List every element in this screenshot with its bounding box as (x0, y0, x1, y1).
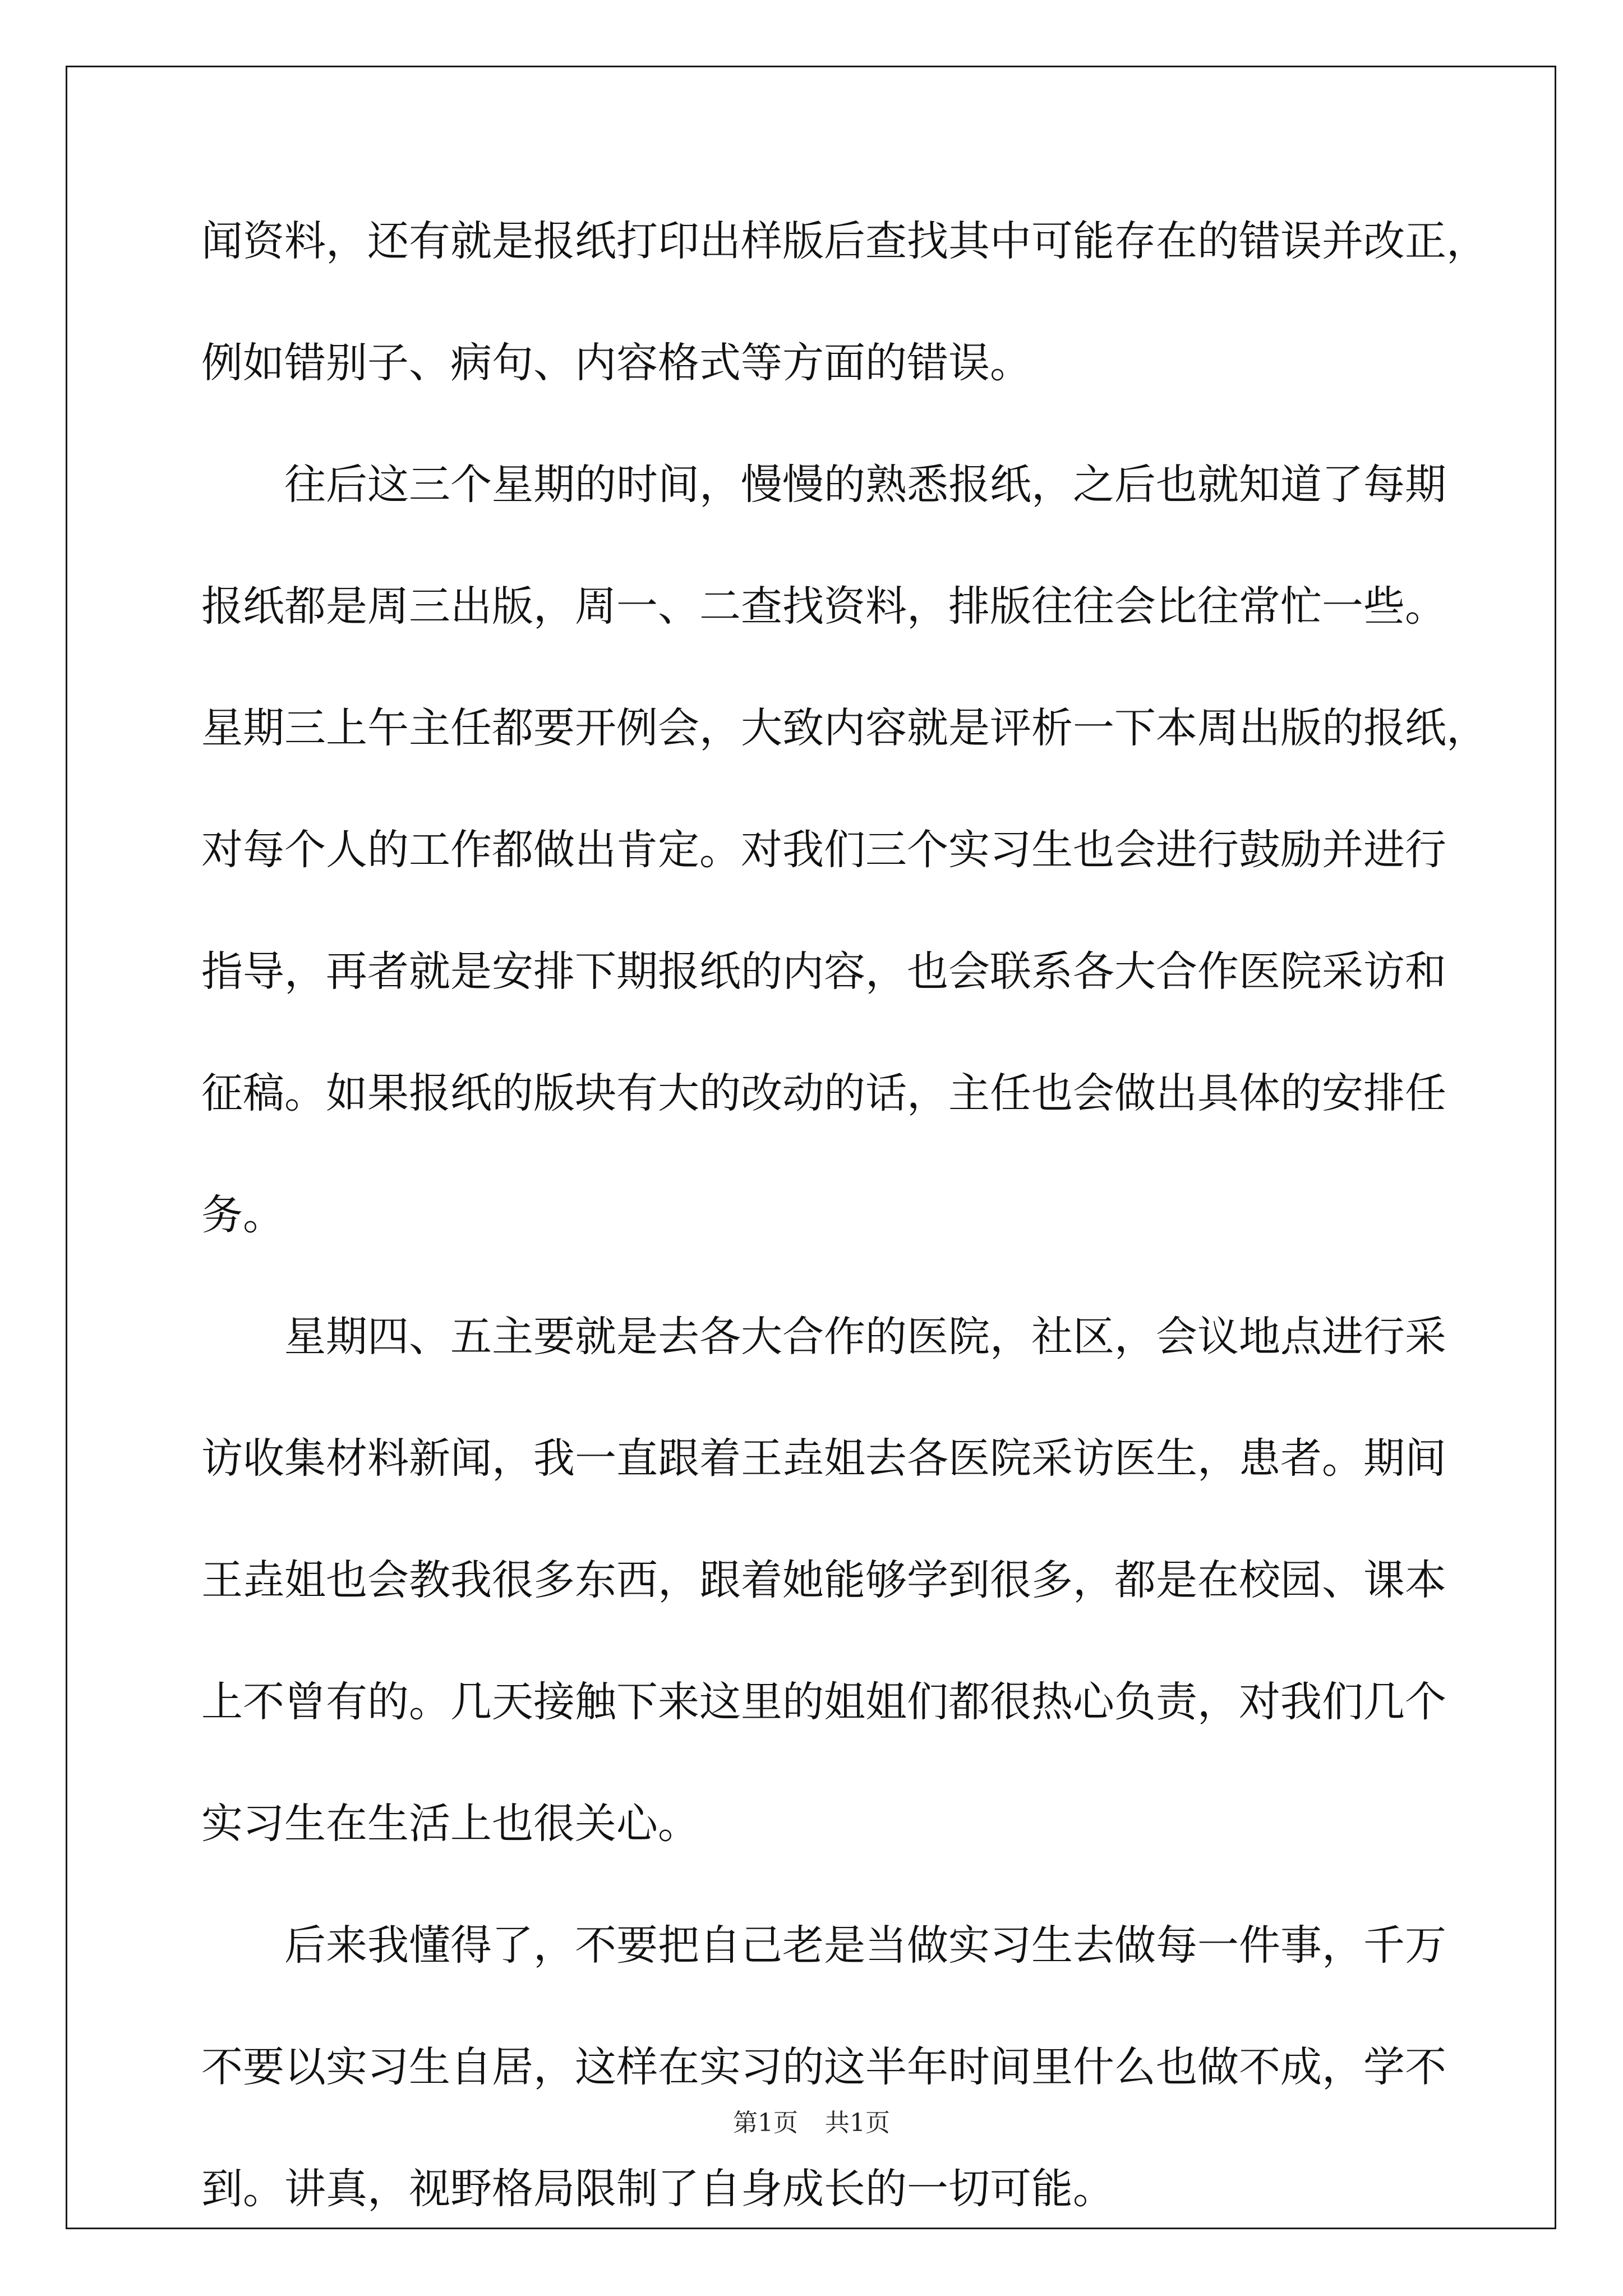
text-line: 闻资料，还有就是报纸打印出样版后查找其中可能存在的错误并改正， (201, 217, 1488, 265)
page-footer (0, 2106, 1623, 2140)
text-line: 王垚姐也会教我很多东西，跟着她能够学到很多，都是在校园、课本 (201, 1556, 1446, 1604)
text-line: 访收集材料新闻，我一直跟着王垚姐去各医院采访医生，患者。期间 (201, 1434, 1446, 1483)
text-line: 星期四、五主要就是去各大合作的医院，社区，会议地点进行采 (284, 1313, 1446, 1361)
text-line: 对每个人的工作都做出肯定。对我们三个实习生也会进行鼓励并进行 (201, 826, 1446, 874)
text-line: 实习生在生活上也很关心。 (201, 1800, 699, 1848)
text-line: 星期三上午主任都要开例会，大致内容就是评析一下本周出版的报纸， (201, 704, 1488, 752)
text-line: 务。 (201, 1191, 284, 1239)
text-line: 指导，再者就是安排下期报纸的内容，也会联系各大合作医院采访和 (201, 947, 1446, 996)
page-total: 共1页 (825, 2109, 890, 2137)
text-line: 不要以实习生自居，这样在实习的这半年时间里什么也做不成，学不 (201, 2043, 1446, 2091)
text-line: 往后这三个星期的时间，慢慢的熟悉报纸，之后也就知道了每期 (284, 461, 1446, 509)
text-line: 后来我懂得了，不要把自己老是当做实习生去做每一件事，千万 (284, 1921, 1446, 1970)
text-line: 报纸都是周三出版，周一、二查找资料，排版往往会比往常忙一些。 (201, 582, 1446, 631)
text-line: 征稿。如果报纸的版块有大的改动的话，主任也会做出具体的安排任 (201, 1069, 1446, 1117)
text-line: 例如错别子、病句、内容格式等方面的错误。 (201, 339, 1031, 387)
page-number: 第1页 (733, 2109, 798, 2137)
text-line: 上不曾有的。几天接触下来这里的姐姐们都很热心负责，对我们几个 (201, 1678, 1446, 1726)
text-line: 到。讲真，视野格局限制了自身成长的一切可能。 (201, 2165, 1114, 2213)
